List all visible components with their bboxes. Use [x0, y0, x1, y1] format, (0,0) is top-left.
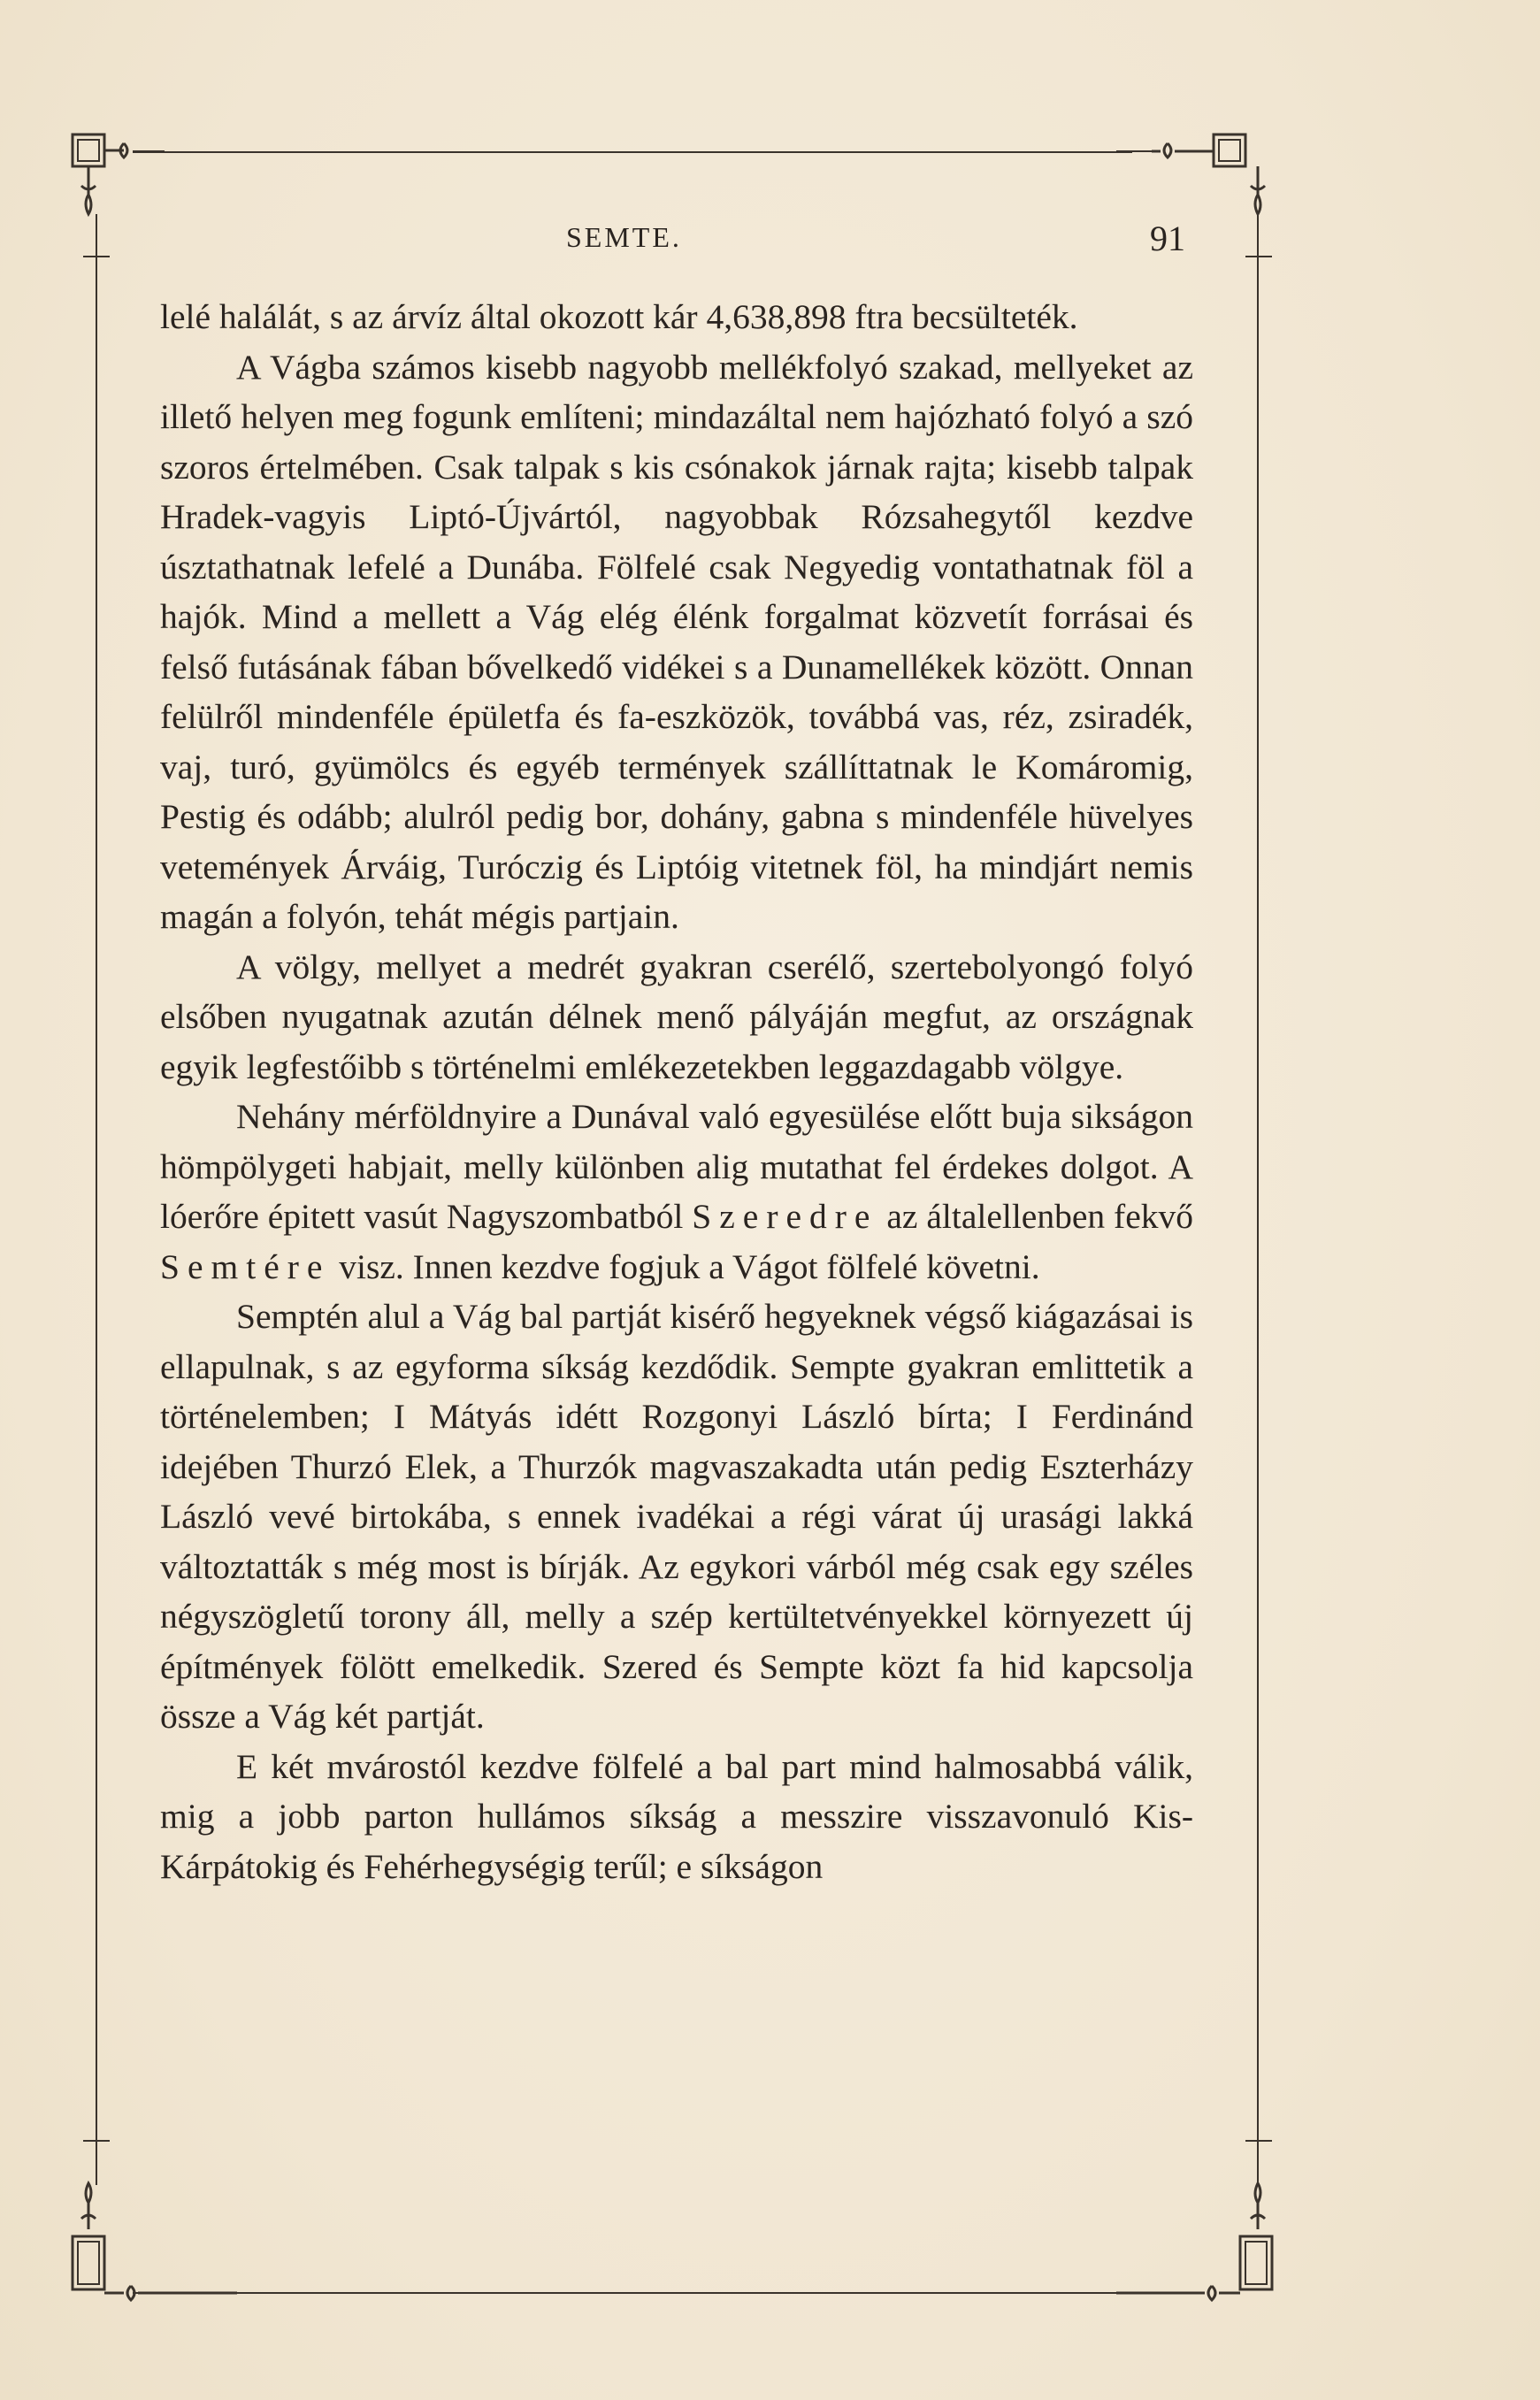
place-name-szered: Szeredre	[692, 1197, 878, 1236]
paragraph-3: A völgy, mellyet a medrét gyakran cserélő, szertebolyongó folyó elsőben nyugatnak azután délnek menő pályáján megfut, az országnak egyik legfestőibb s történelmi emlékezetekben leggazdagabb völgye.	[160, 947, 1193, 1086]
page-number: 91	[1150, 219, 1185, 258]
ornament-bottom-left-icon	[69, 2105, 237, 2318]
paragraph-5: Semptén alul a Vág bal partját kisérő hegyeknek végső kiágazásai is ellapulnak, s az egyforma síkság kezdődik. Sempte gyakran emlittetik a történelemben; I Mátyás idétt Rozgonyi László bírta; I Ferdinánd idejében Thurzó Elek, a Thurzók magvaszakadta után pedig Eszterházy László vevé birtokába, s ennek ivadékai a régi várat új urasági lakká változtatták s még most is bírják. Az egykori várból még csak egy széles négyszögletű torony áll, melly a szép kertültetvényekkel környezett új építmények fölött emelkedik. Szered és Sempte közt fa hid kapcsolja össze a Vág két partját.	[160, 1297, 1193, 1736]
paragraph-6: E két mvárostól kezdve fölfelé a bal part mind halmosabbá válik, mig a jobb parton hullámos síkság a messzire visszavonuló Kis-Kárpátokig és Fehérhegységig terűl; e síkságon	[160, 1746, 1193, 1886]
frame-left-rule	[96, 283, 97, 2105]
paragraph-4-text-a: Nehány mérföldnyire a Dunával való egyesülése előtt buja sikságon hömpölygeti habjait, melly különben alig mutathat fel érdekes dolgot. A lóerőre épitett vasút Nagyszombatból	[160, 1097, 1193, 1236]
paragraph-1: lelé halálát, s az árvíz által okozott kár 4,638,898 ftra becsülteték.	[160, 297, 1078, 336]
frame-bottom-rule	[133, 2292, 1132, 2294]
running-head	[0, 221, 1540, 265]
place-name-semte: Semtére	[160, 1246, 331, 1286]
frame-right-rule	[1257, 283, 1259, 2105]
paragraph-4-text-b: az általellenben fekvő	[877, 1197, 1193, 1236]
running-title: SEMTE.	[566, 221, 682, 253]
frame-top-rule	[133, 151, 1132, 153]
body-text	[160, 292, 1193, 1891]
ornament-bottom-right-icon	[1116, 2105, 1284, 2318]
ornament-top-right-icon	[1116, 124, 1284, 301]
paragraph-4-text-c: visz. Innen kezdve fogjuk a Vágot fölfelé követni.	[330, 1246, 1040, 1286]
paragraph-4	[160, 1092, 1193, 1292]
paragraph-2: A Vágba számos kisebb nagyobb mellékfolyó szakad, mellyeket az illető helyen meg fogunk említeni; mindazáltal nem hajózható folyó a szó szoros értelmében. Csak talpak s kis csónakok járnak rajta; kisebb talpak Hradek-vagyis Liptó-Újvártól, nagyobbak Rózsahegytől kezdve úsztathatnak lefelé a Dunába. Fölfelé csak Negyedig vontathatnak föl a hajók. Mind a mellett a Vág elég élénk forgalmat közvetít forrásai és felső futásának fában bővelkedő vidékei s a Dunamellékek között. Onnan felülről mindenféle épületfa és fa-eszközök, továbbá vas, réz, zsiradék, vaj, turó, gyümölcs és egyéb termények szállíttatnak le Komáromig, Pestig és odább; alulról pedig bor, dohány, gabna s mindenféle hüvelyes vetemények Árváig, Turóczig és Liptóig vitetnek föl, ha mindjárt nemis magán a folyón, tehát mégis partjain.	[160, 347, 1193, 936]
ornament-top-left-icon	[69, 124, 166, 301]
